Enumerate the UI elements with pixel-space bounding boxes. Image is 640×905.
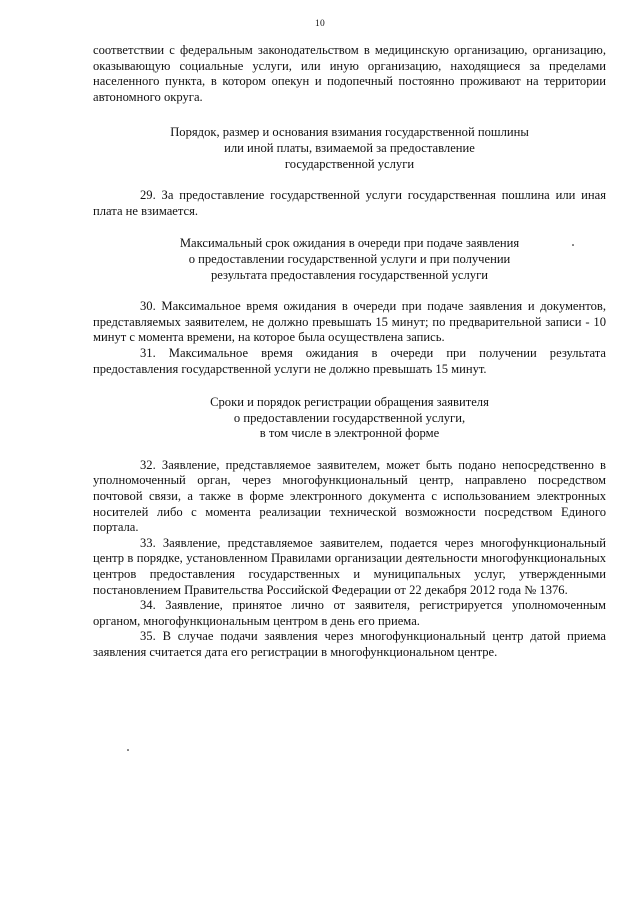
paragraph-31: 31. Максимальное время ожидания в очереди при получении результата предоставления государственной услуги не должно превышать 15 минут. xyxy=(93,345,606,376)
heading-registration-line-2: о предоставлении государственной услуги, xyxy=(233,410,466,425)
paragraph-33: 33. Заявление, представляемое заявителем, подается через многофункциональный центр в порядке, установленном Правилами организации деятельности многофункциональных центров предоставления государственных и муниципальных услуг, утвержденными постановлением Правительства Российской Федерации от 22 декабря 2012 года № 1376. xyxy=(93,535,606,597)
heading-queue-line-1: Максимальный срок ожидания в очереди при подаче заявления xyxy=(179,236,520,251)
heading-fee xyxy=(93,125,606,172)
heading-fee-line-2: или иной платы, взимаемой за предоставление xyxy=(224,140,475,155)
scan-speck xyxy=(127,749,129,751)
heading-fee-line-1: Порядок, размер и основания взимания государственной пошлины xyxy=(170,125,529,140)
document-body xyxy=(93,43,606,661)
paragraph-35: 35. В случае подачи заявления через многофункциональный центр датой приема заявления считается дата его регистрации в многофункциональном центре. xyxy=(93,629,606,659)
paragraph-34: 34. Заявление, принятое лично от заявителя, регистрируется уполномоченным органом, многофункциональным центром в день его приема. xyxy=(93,598,606,628)
heading-registration-line-1: Сроки и порядок регистрации обращения заявителя xyxy=(210,395,489,410)
heading-fee-line-3: государственной услуги xyxy=(284,156,415,171)
intro-paragraph: соответствии с федеральным законодательством в медицинскую организацию, организацию, оказывающую социальные услуги, или иную организацию, находящиеся за пределами населенного пункта, в котором опекун и подопечный постоянно проживают на территории автономного округа. xyxy=(93,43,606,104)
paragraph-29: 29. За предоставление государственной услуги государственная пошлина или иная плата не взимается. xyxy=(93,188,606,218)
heading-queue-line-2: о предоставлении государственной услуги и при получении xyxy=(188,251,511,266)
heading-queue-line-3: результата предоставления государственной услуги xyxy=(210,267,489,282)
paragraph-30: 30. Максимальное время ожидания в очереди при подаче заявления и документов, представляемых заявителем, не должно превышать 15 минут; по предварительной записи - 10 минут с момента времени, на которое была осуществлена запись. xyxy=(93,299,606,345)
heading-queue xyxy=(93,236,606,283)
paragraph-32: 32. Заявление, представляемое заявителем, может быть подано непосредственно в уполномоченный орган, через многофункциональный центр, направлено посредством почтовой связи, а также в форме электронного документа с использованием электронных носителей либо с момента реализации технической возможности посредством Единого портала. xyxy=(93,457,606,535)
heading-registration xyxy=(93,395,606,442)
page-number: 10 xyxy=(315,19,325,29)
scan-speck xyxy=(572,244,574,246)
heading-registration-line-3: в том числе в электронной форме xyxy=(259,426,440,441)
